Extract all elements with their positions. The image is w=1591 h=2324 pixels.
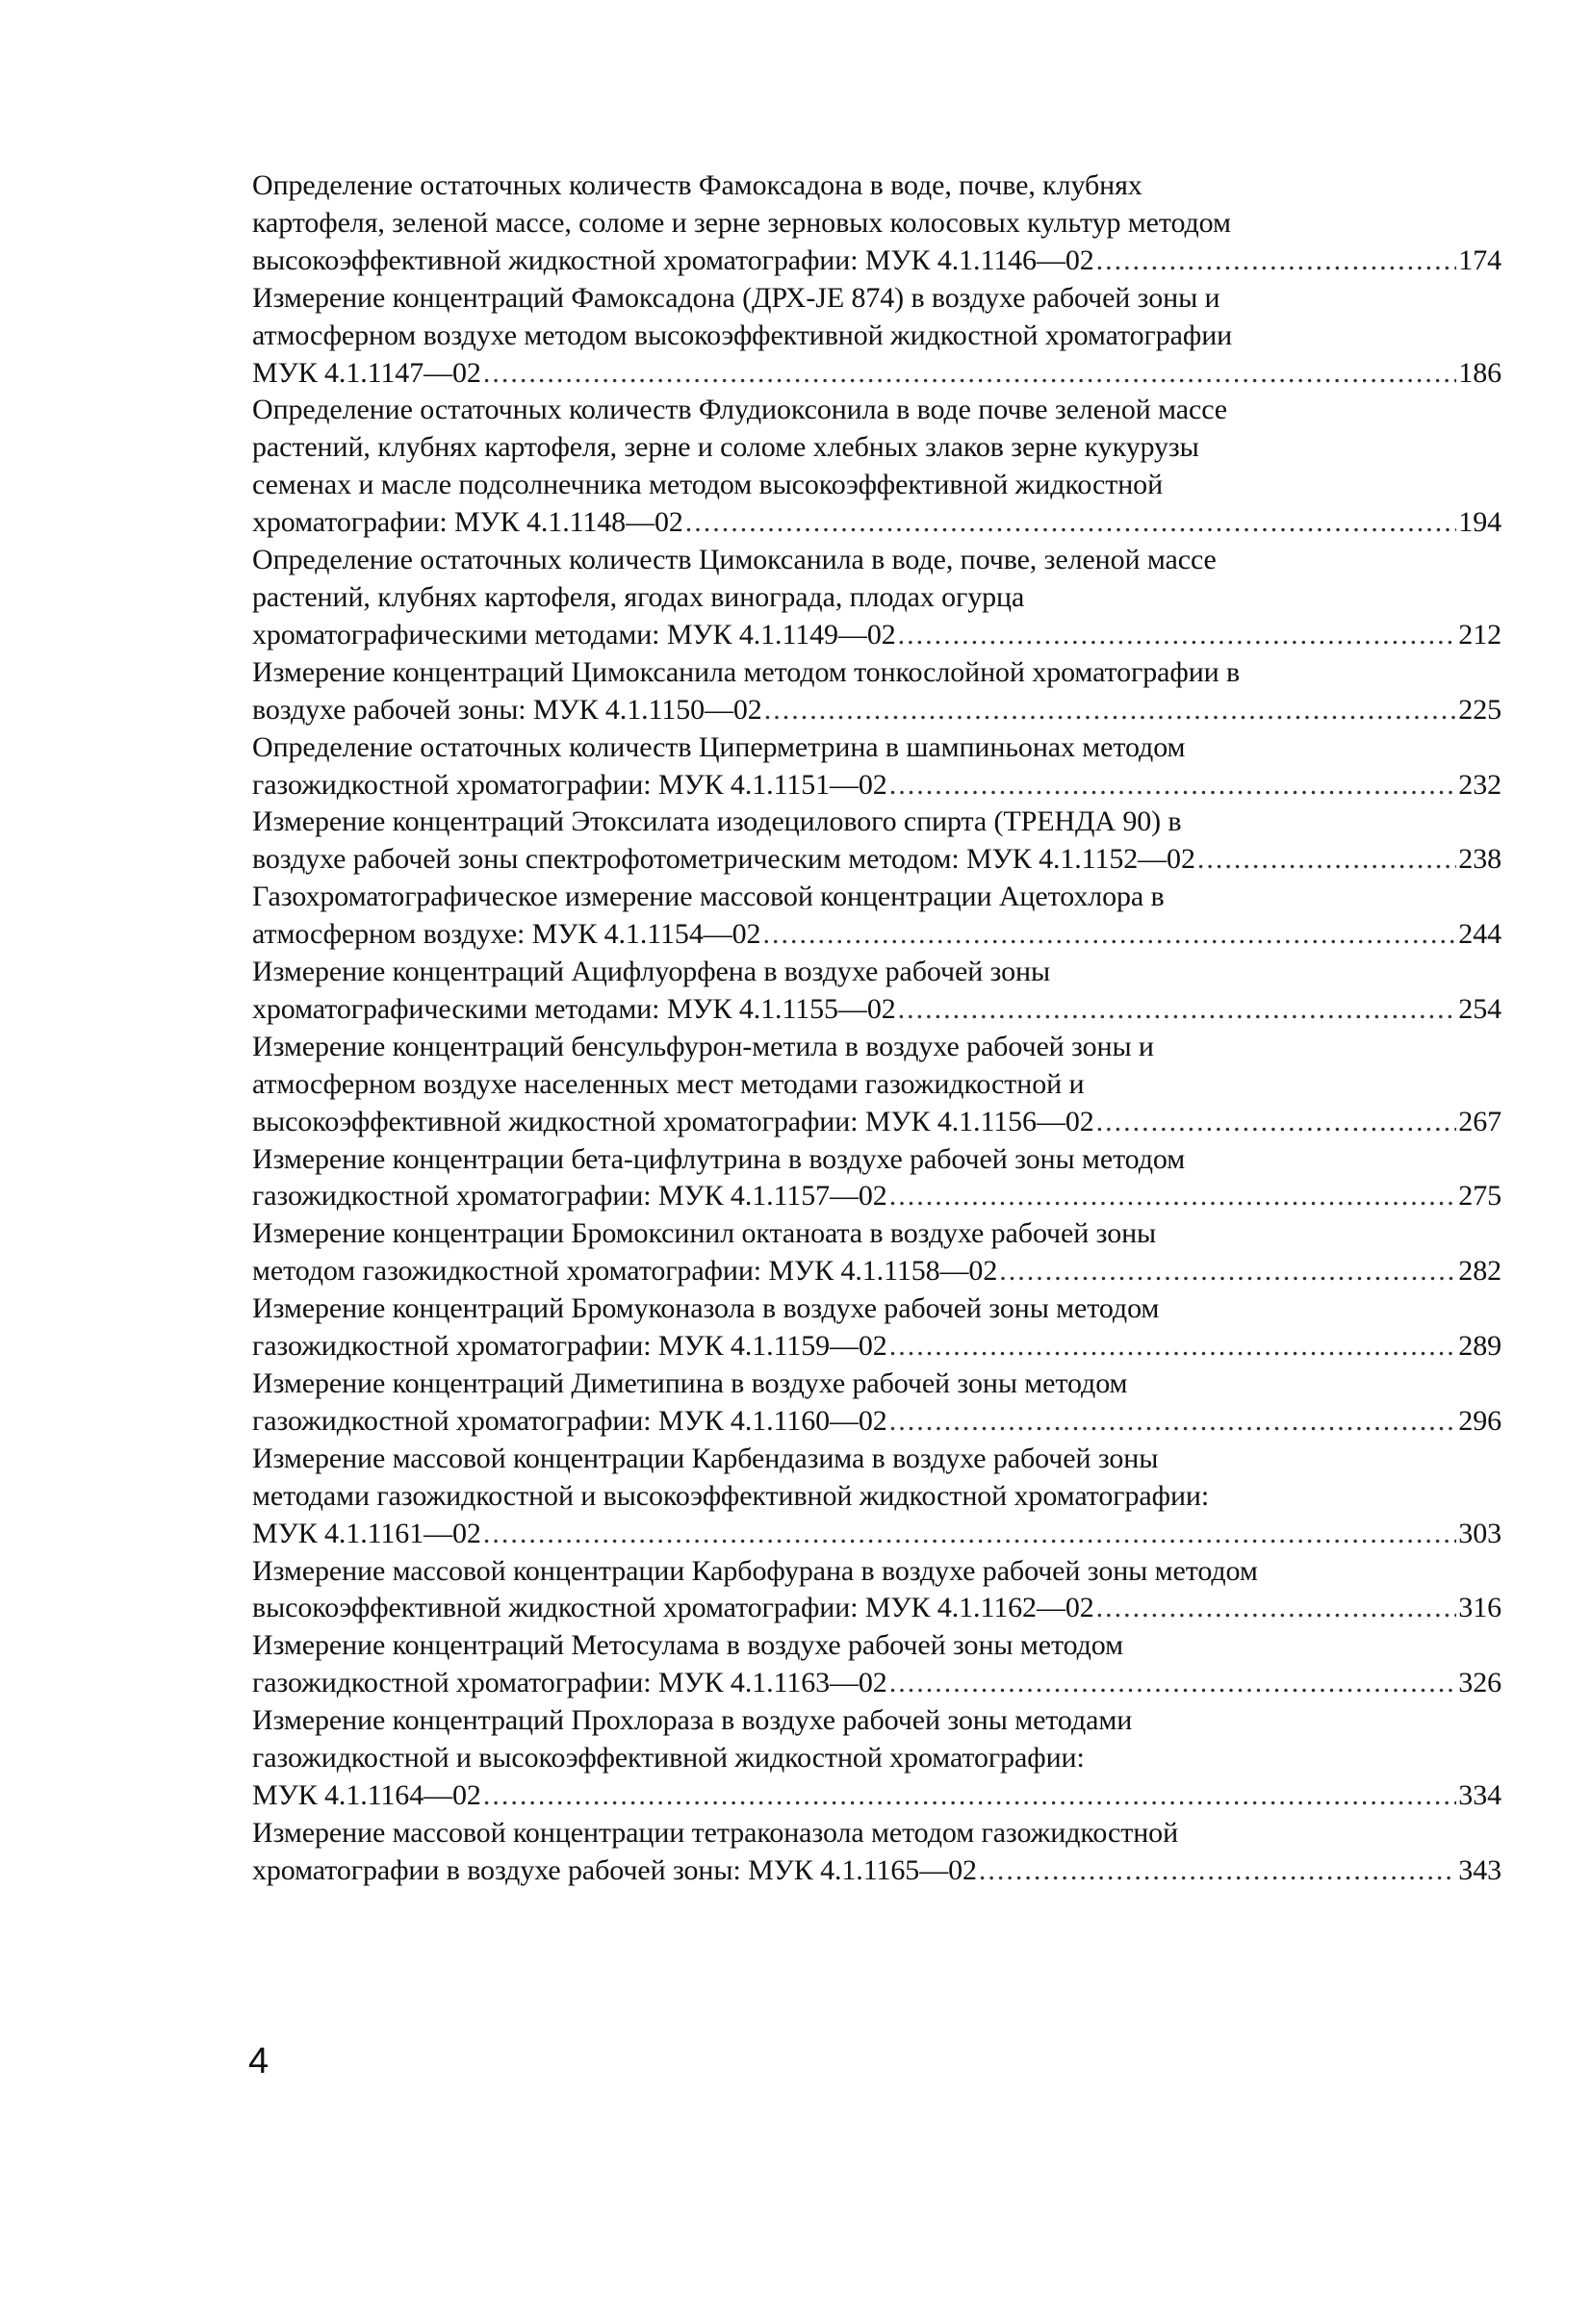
toc-entry-page-number: 194 (1458, 506, 1501, 539)
dot-leader (979, 1852, 1456, 1890)
toc-entry-last-line (252, 1328, 1501, 1366)
dot-leader (999, 1253, 1456, 1290)
toc-entry-title-line: атмосферном воздухе населенных мест методами газожидкостной и (252, 1067, 1085, 1100)
toc-entry-last-line (252, 767, 1501, 804)
dot-leader (889, 1178, 1457, 1215)
toc-entry-page-number: 174 (1458, 243, 1501, 276)
dot-leader (764, 692, 1457, 729)
toc-entry-title-line: Измерение концентраций Бромуконазола в воздухе рабочей зоны методом (252, 1292, 1160, 1325)
toc-entry-document-code: высокоэффективной жидкостной хроматографии: МУК 4.1.1162—02 (252, 1592, 1094, 1624)
toc-entry-last-line (252, 916, 1501, 954)
toc-entry (252, 542, 1501, 654)
dot-leader (889, 1665, 1457, 1702)
table-of-contents (252, 167, 1501, 1890)
toc-entry (252, 1441, 1501, 1553)
toc-entry-title-line: растений, клубнях картофеля, ягодах винограда, плодах огурца (252, 580, 1025, 613)
toc-entry-document-code: МУК 4.1.1164—02 (252, 1778, 481, 1811)
toc-entry-page-number: 275 (1458, 1180, 1501, 1213)
toc-entry (252, 654, 1501, 729)
toc-entry-page-number: 232 (1458, 768, 1501, 801)
toc-entry-last-line (252, 355, 1501, 393)
toc-entry-title-line: Измерение концентраций Прохлораза в воздухе рабочей зоны методами (252, 1704, 1133, 1737)
toc-entry-last-line (252, 1665, 1501, 1702)
toc-entry-last-line (252, 617, 1501, 654)
dot-leader (889, 767, 1457, 804)
dot-leader (889, 1328, 1457, 1366)
toc-entry-page-number: 343 (1458, 1853, 1501, 1886)
toc-entry-page-number: 316 (1458, 1592, 1501, 1624)
toc-entry (252, 879, 1501, 954)
toc-entry-last-line (252, 1516, 1501, 1553)
toc-entry-last-line (252, 1590, 1501, 1627)
toc-entry-document-code: газожидкостной хроматографии: МУК 4.1.1157—02 (252, 1180, 887, 1213)
toc-entry-last-line (252, 991, 1501, 1029)
toc-entry-document-code: воздухе рабочей зоны: МУК 4.1.1150—02 (252, 693, 762, 726)
toc-entry (252, 954, 1501, 1029)
toc-entry (252, 167, 1501, 280)
toc-entry-last-line (252, 841, 1501, 879)
toc-entry-document-code: газожидкостной хроматографии: МУК 4.1.1151—02 (252, 768, 887, 801)
toc-entry-title-line: Измерение массовой концентрации тетраконазола методом газожидкостной (252, 1816, 1179, 1849)
toc-entry-title-line: Измерение массовой концентрации Карбендазима в воздухе рабочей зоны (252, 1442, 1159, 1474)
dot-leader (1096, 1590, 1457, 1627)
toc-entry-page-number: 225 (1458, 693, 1501, 726)
toc-entry-title-line: картофеля, зеленой массе, соломе и зерне зерновых колосовых культур методом (252, 206, 1231, 239)
toc-entry (252, 1702, 1501, 1815)
toc-entry-last-line (252, 504, 1501, 542)
toc-entry-document-code: высокоэффективной жидкостной хроматографии: МУК 4.1.1146—02 (252, 243, 1094, 276)
toc-entry (252, 729, 1501, 804)
toc-entry-title-line: Измерение массовой концентрации Карбофурана в воздухе рабочей зоны методом (252, 1554, 1258, 1587)
dot-leader (889, 1403, 1457, 1441)
toc-entry-document-code: МУК 4.1.1161—02 (252, 1517, 481, 1549)
toc-entry (252, 1366, 1501, 1441)
page-number: 4 (248, 2041, 269, 2081)
toc-entry-document-code: МУК 4.1.1147—02 (252, 356, 481, 389)
toc-entry (252, 280, 1501, 393)
toc-entry-page-number: 254 (1458, 992, 1501, 1025)
toc-entry-title-line: Газохроматографическое измерение массовой концентрации Ацетохлора в (252, 881, 1165, 913)
toc-entry-document-code: хроматографии в воздухе рабочей зоны: МУК 4.1.1165—02 (252, 1853, 977, 1886)
toc-entry-last-line (252, 1178, 1501, 1215)
toc-entry-document-code: атмосферном воздухе: МУК 4.1.1154—02 (252, 918, 761, 951)
dot-leader (1096, 243, 1457, 280)
toc-entry-document-code: газожидкостной хроматографии: МУК 4.1.1163—02 (252, 1667, 887, 1699)
dot-leader (483, 1516, 1456, 1553)
toc-entry-title-line: Определение остаточных количеств Циперметрина в шампиньонах методом (252, 730, 1186, 763)
toc-entry (252, 1815, 1501, 1890)
toc-entry-last-line (252, 1253, 1501, 1290)
toc-entry-document-code: хроматографическими методами: МУК 4.1.1149—02 (252, 618, 896, 651)
toc-entry-document-code: газожидкостной хроматографии: МУК 4.1.1160—02 (252, 1404, 887, 1437)
toc-entry-title-line: Измерение концентраций бенсульфурон-метила в воздухе рабочей зоны и (252, 1030, 1154, 1062)
toc-entry-title-line: методами газожидкостной и высокоэффективной жидкостной хроматографии: (252, 1479, 1210, 1512)
toc-entry-document-code: газожидкостной хроматографии: МУК 4.1.1159—02 (252, 1330, 887, 1363)
toc-entry-title-line: Измерение концентраций Диметипина в воздухе рабочей зоны методом (252, 1367, 1128, 1399)
toc-entry (252, 1215, 1501, 1290)
toc-entry (252, 804, 1501, 879)
toc-entry-last-line (252, 1852, 1501, 1890)
toc-entry-page-number: 282 (1458, 1255, 1501, 1288)
toc-entry (252, 1290, 1501, 1366)
toc-entry-page-number: 186 (1458, 356, 1501, 389)
dot-leader (898, 617, 1457, 654)
toc-entry-last-line (252, 1104, 1501, 1141)
toc-entry-title-line: Измерение концентрации бета-цифлутрина в воздухе рабочей зоны методом (252, 1142, 1186, 1175)
toc-entry-page-number: 296 (1458, 1404, 1501, 1437)
toc-entry-title-line: Измерение концентраций Метосулама в воздухе рабочей зоны методом (252, 1629, 1123, 1662)
toc-entry (252, 1627, 1501, 1702)
toc-entry-title-line: Определение остаточных количеств Флудиоксонила в воде почве зеленой массе (252, 394, 1227, 426)
toc-entry-page-number: 212 (1458, 618, 1501, 651)
toc-entry-title-line: Измерение концентраций Этоксилата изодецилового спирта (ТРЕНДА 90) в (252, 805, 1182, 838)
toc-entry-page-number: 267 (1458, 1105, 1501, 1137)
toc-entry (252, 1141, 1501, 1216)
toc-entry-title-line: Измерение концентраций Цимоксанила методом тонкослойной хроматографии в (252, 655, 1241, 688)
toc-entry-page-number: 326 (1458, 1667, 1501, 1699)
toc-entry-page-number: 303 (1458, 1517, 1501, 1549)
toc-entry-document-code: воздухе рабочей зоны спектрофотометрическим методом: МУК 4.1.1152—02 (252, 843, 1195, 876)
toc-entry-document-code: хроматографическими методами: МУК 4.1.1155—02 (252, 992, 896, 1025)
toc-entry (252, 392, 1501, 542)
toc-entry-page-number: 238 (1458, 843, 1501, 876)
toc-entry-last-line (252, 692, 1501, 729)
toc-entry-title-line: семенах и масле подсолнечника методом высокоэффективной жидкостной (252, 469, 1164, 501)
toc-entry-title-line: Определение остаточных количеств Фамоксадона в воде, почве, клубнях (252, 169, 1142, 201)
toc-entry-title-line: Измерение концентраций Фамоксадона (ДРХ-ЈЕ 874) в воздухе рабочей зоны и (252, 281, 1220, 314)
dot-leader (483, 355, 1456, 393)
dot-leader (483, 1777, 1456, 1815)
toc-entry (252, 1029, 1501, 1141)
toc-entry-title-line: Измерение концентрации Бромоксинил октаноата в воздухе рабочей зоны (252, 1217, 1157, 1250)
toc-entry-document-code: высокоэффективной жидкостной хроматографии: МУК 4.1.1156—02 (252, 1105, 1094, 1137)
toc-entry-title-line: газожидкостной и высокоэффективной жидкостной хроматографии: (252, 1742, 1085, 1775)
toc-entry-last-line (252, 1403, 1501, 1441)
dot-leader (898, 991, 1457, 1029)
toc-entry-page-number: 244 (1458, 918, 1501, 951)
toc-entry-title-line: Измерение концентраций Ацифлуорфена в воздухе рабочей зоны (252, 956, 1051, 988)
toc-entry-title-line: атмосферном воздухе методом высокоэффективной жидкостной хроматографии (252, 319, 1233, 351)
dot-leader (1197, 841, 1456, 879)
toc-entry-page-number: 334 (1458, 1778, 1501, 1811)
dot-leader (762, 916, 1456, 954)
toc-entry-page-number: 289 (1458, 1330, 1501, 1363)
toc-entry-last-line (252, 243, 1501, 280)
toc-entry-title-line: Определение остаточных количеств Цимоксанила в воде, почве, зеленой массе (252, 544, 1217, 576)
toc-entry-title-line: растений, клубнях картофеля, зерне и соломе хлебных злаков зерне кукурузы (252, 431, 1199, 464)
dot-leader (1096, 1104, 1457, 1141)
toc-entry-last-line (252, 1777, 1501, 1815)
dot-leader (685, 504, 1457, 542)
toc-entry-document-code: хроматографии: МУК 4.1.1148—02 (252, 506, 683, 539)
toc-entry (252, 1553, 1501, 1628)
toc-entry-document-code: методом газожидкостной хроматографии: МУК 4.1.1158—02 (252, 1255, 998, 1288)
